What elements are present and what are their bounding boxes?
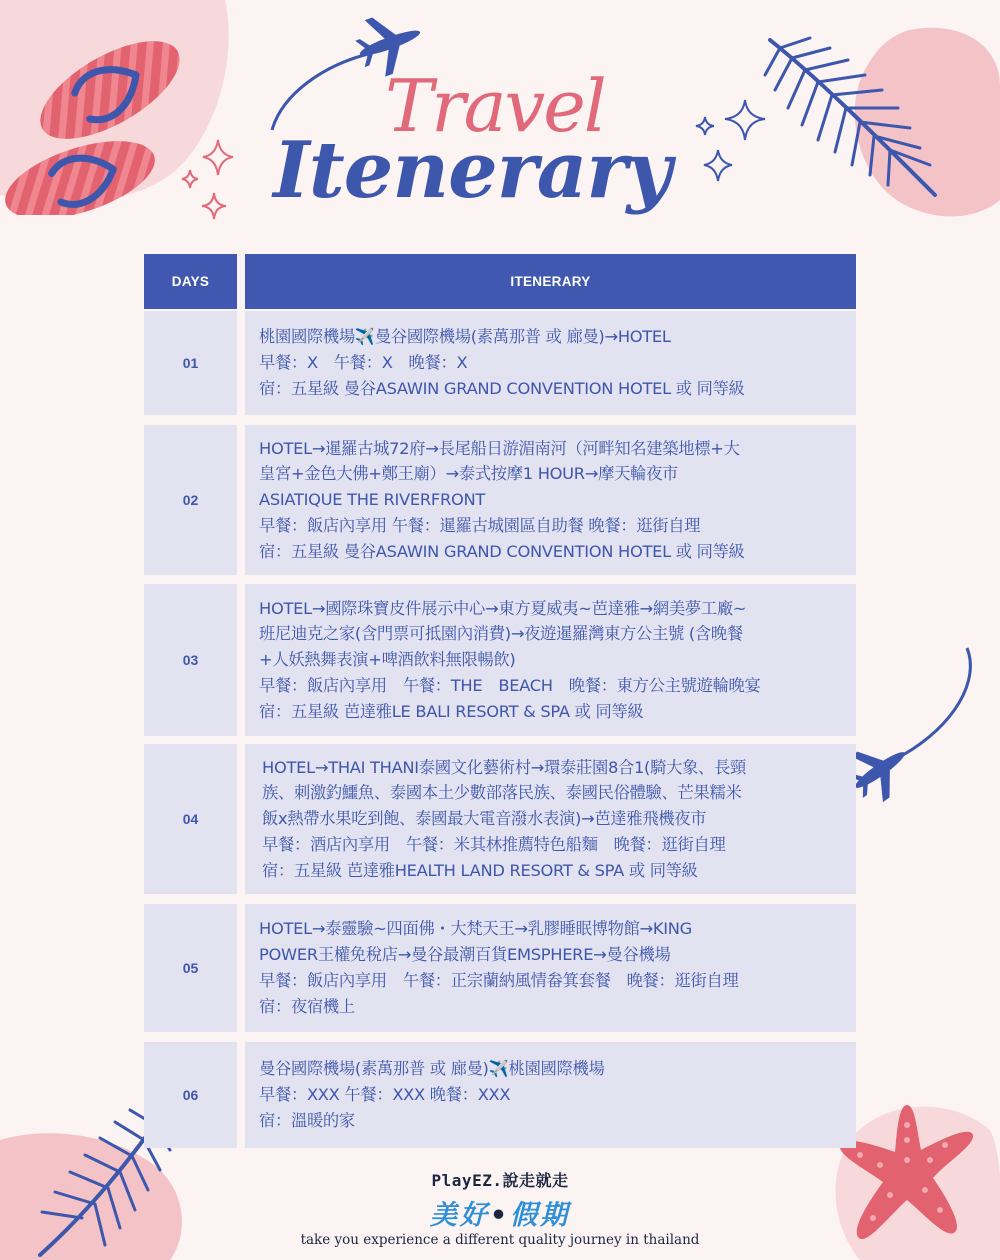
itinerary-line: HOTEL→暹羅古城72府→長尾船日游湄南河（河畔知名建築地標+大 <box>259 438 740 458</box>
itinerary-cell <box>245 311 856 415</box>
itinerary-line: 早餐：飯店內享用 午餐：正宗蘭納風情畚箕套餐 晚餐：逛街自理 <box>259 971 739 990</box>
palm-leaf-icon <box>750 30 950 205</box>
table-row <box>144 1042 856 1148</box>
table-row <box>144 311 856 415</box>
brand-slogan <box>330 1193 670 1232</box>
itinerary-cell <box>245 1042 856 1148</box>
airplane-icon <box>835 640 980 810</box>
itinerary-line: 宿：溫暖的家 <box>259 1110 355 1130</box>
brand-slogan-left: 美好 <box>429 1200 490 1231</box>
itinerary-cell <box>245 904 856 1032</box>
itinerary-line: 飯x熱帶水果吃到飽、泰國最大電音潑水表演)→芭達雅飛機夜市 <box>262 809 707 829</box>
itinerary-line: 早餐：XXX 午餐：XXX 晚餐：XXX <box>259 1085 511 1105</box>
itinerary-line: HOTEL→國際珠寶皮件展示中心→東方夏威夷~芭達雅→網美夢工廠~ <box>259 598 747 618</box>
itinerary-line: +人妖熱舞表演+啤酒飲料無限暢飲) <box>259 650 516 670</box>
sparkle-icon <box>178 135 238 225</box>
brand-slogan-dot: • <box>489 1200 511 1231</box>
title-itinerary: Itenerary <box>273 125 671 216</box>
itinerary-line: 早餐：飯店內享用 午餐：暹羅古城園區自助餐 晚餐：逛街自理 <box>259 515 701 535</box>
day-number: 02 <box>144 425 237 575</box>
itinerary-line: POWER王權免稅店→曼谷最潮百貨EMSPHERE→曼谷機場 <box>259 945 671 965</box>
brand-name: PlayEZ.說走就走 <box>431 1171 569 1190</box>
brand-slogan-right: 假期 <box>510 1200 571 1231</box>
day-number: 05 <box>144 904 237 1032</box>
itinerary-line: 宿：五星級 曼谷ASAWIN GRAND CONVENTION HOTEL 或 同等級 <box>259 378 745 398</box>
itinerary-line: 宿：五星級 芭達雅HEALTH LAND RESORT & SPA 或 同等級 <box>262 860 698 880</box>
day-number: 01 <box>144 311 237 415</box>
day-number: 06 <box>144 1042 237 1148</box>
itinerary-line: 族、刺激釣鱷魚、泰國本土少數部落民族、泰國民俗體驗、芒果糯米 <box>262 783 742 803</box>
itinerary-line: 班尼迪克之家(含門票可抵園內消費)→夜遊暹羅灣東方公主號 (含晚餐 <box>259 624 743 644</box>
header-days: DAYS <box>144 254 237 309</box>
itinerary-cell <box>245 744 856 894</box>
itinerary-line: 早餐：酒店內享用 午餐：米其林推薦特色船麵 晚餐：逛街自理 <box>262 834 726 854</box>
itinerary-line: 宿：五星級 芭達雅LE BALI RESORT & SPA 或 同等級 <box>259 701 644 721</box>
itinerary-line: 宿：夜宿機上 <box>259 996 355 1016</box>
itinerary-line: 宿：五星級 曼谷ASAWIN GRAND CONVENTION HOTEL 或 同等級 <box>259 541 745 561</box>
itinerary-line: 桃園國際機場✈️曼谷國際機場(素萬那普 或 廊曼)→HOTEL <box>259 327 671 347</box>
itinerary-line: HOTEL→泰靈驗~四面佛・大梵天王→乳膠睡眠博物館→KING <box>259 919 692 939</box>
tagline: take you experience a different quality journey in thailand <box>300 1232 700 1248</box>
itinerary-cell <box>245 584 856 736</box>
flip-flops-icon <box>0 25 200 215</box>
itinerary-cell <box>245 425 856 575</box>
starfish-icon <box>835 1100 975 1260</box>
table-row <box>144 584 856 736</box>
table-row <box>144 904 856 1032</box>
day-number: 03 <box>144 584 237 736</box>
header-itinerary: ITENERARY <box>245 254 856 309</box>
table-row <box>144 744 856 894</box>
day-number: 04 <box>144 744 237 894</box>
brand-logo <box>330 1168 670 1232</box>
itinerary-line: 早餐：飯店內享用 午餐：THE BEACH 晚餐：東方公主號遊輪晚宴 <box>259 675 761 695</box>
itinerary-line: 曼谷國際機場(素萬那普 或 廊曼)✈️桃園國際機場 <box>259 1059 605 1079</box>
table-row <box>144 425 856 575</box>
itinerary-line: ASIATIQUE THE RIVERFRONT <box>259 490 486 510</box>
title-travel: Travel <box>385 64 605 148</box>
itinerary-line: HOTEL→THAI THANI泰國文化藝術村→環泰莊園8合1(騎大象、長頸 <box>262 757 746 777</box>
itinerary-line: 早餐：X 午餐：X 晚餐：X <box>259 353 468 373</box>
itinerary-line: 皇宮+金色大佛+鄭王廟）→泰式按摩1 HOUR→摩天輪夜市 <box>259 464 679 484</box>
